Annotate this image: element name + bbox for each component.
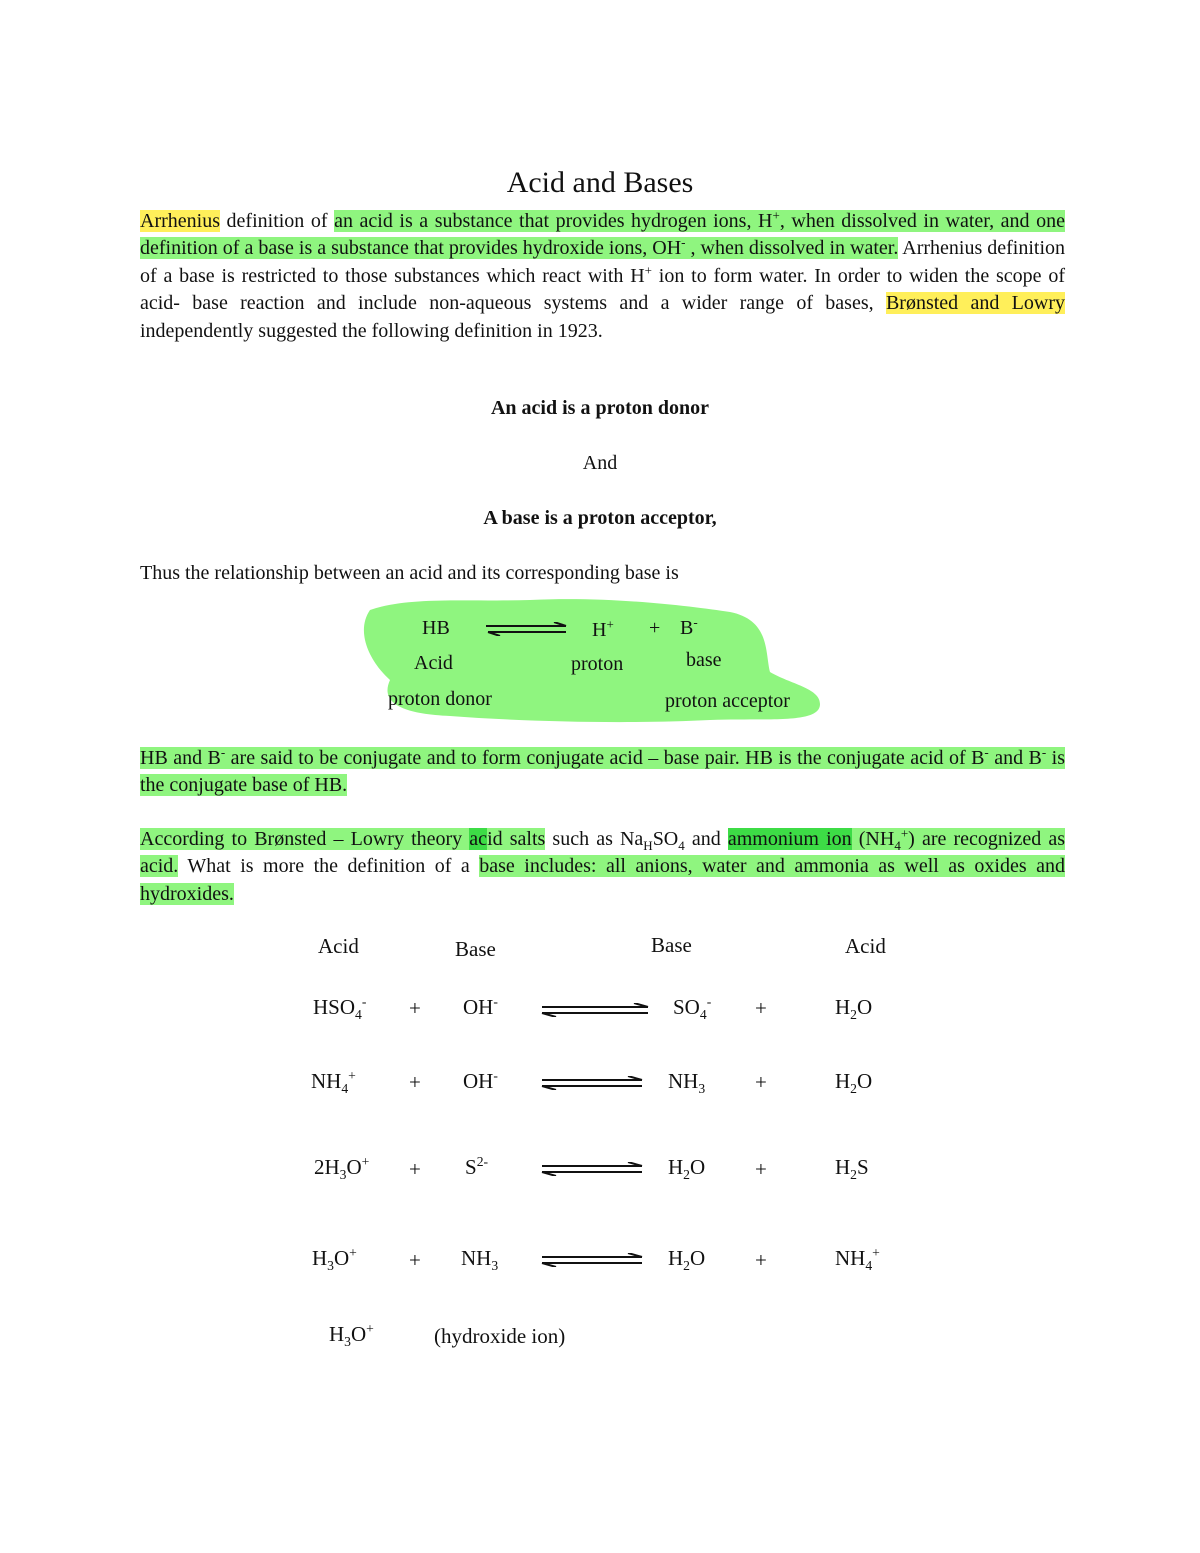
column-header-acid: Acid [845,934,886,958]
subscript: 3 [327,1258,334,1274]
text: O [334,1246,350,1270]
subscript: 2 [850,1081,857,1097]
reaction-2-conj-base [668,1069,706,1097]
equilibrium-arrow-icon [540,1076,644,1090]
subscript: 4 [341,1081,349,1097]
reaction-4-base [461,1246,499,1274]
text: H [592,619,607,641]
text: S [465,1155,477,1179]
superscript: + [606,616,614,632]
superscript: - [693,614,698,630]
definition-and: And [582,452,618,474]
text: such as Na [545,828,644,850]
text: and [684,828,728,850]
subscript: 4 [894,838,901,853]
subscript: 3 [344,1334,351,1350]
superscript: + [872,1245,880,1260]
paragraph-arrhenius [140,208,1065,345]
label-base: base [686,649,722,671]
superscript: - [706,994,712,1009]
equation-proton [592,616,614,642]
text: OH [463,995,494,1019]
relationship-intro: Thus the relationship between an acid and its corresponding base is [140,562,679,584]
text: (NH [851,828,895,850]
text: is the conjugate base of HB. [140,747,1066,797]
reaction-2-conj-acid [835,1069,873,1097]
label-proton-acceptor: proton acceptor [665,690,790,712]
text: ) are recognized as acid. [140,828,1065,878]
label-proton: proton [571,653,624,675]
text: O [346,1155,362,1179]
text: H [835,1069,851,1093]
reaction-4-acid [312,1245,357,1274]
subscript: 2 [850,1167,857,1183]
text: O [857,1069,873,1093]
text: What is more the definition of a [178,855,480,878]
text: SO [652,828,679,850]
text: NH [668,1069,699,1093]
reaction-3-conj-base [668,1155,706,1183]
subscript: 3 [491,1258,499,1274]
equilibrium-arrow-icon [540,1253,644,1267]
text: ion to form water. In order to widen the scope of acid- base reaction and include non-aqueous systems and a wider range of bases, [140,264,1065,315]
text: are said to be conjugate and to form conjugate acid – base pair. HB is the conjugate acid of B [225,747,985,769]
subscript: 2 [850,1007,857,1023]
subscript: 4 [678,838,685,853]
text: S [857,1155,869,1179]
label-proton-donor: proton donor [388,688,492,710]
reaction-4-plus: + [755,1248,767,1272]
reaction-2-base [463,1069,498,1094]
reaction-4-conj-acid [835,1245,880,1274]
text: , when dissolved in water. [685,237,899,260]
footer-note: (hydroxide ion) [434,1324,566,1348]
text: O [857,995,873,1019]
text: O [351,1322,367,1346]
highlight-arrhenius: Arrhenius [140,210,220,232]
highlight-dark: ac [469,828,488,850]
superscript: - [681,234,686,250]
text: H [312,1246,328,1270]
superscript: - [493,994,498,1009]
subscript: 2 [683,1258,690,1274]
superscript: + [644,262,652,278]
paragraph-conjugate [140,745,1065,800]
superscript: - [220,744,226,760]
subscript: 3 [339,1167,347,1183]
superscript: - [1041,744,1047,760]
text: and B [988,747,1042,769]
reaction-4-conj-base [668,1246,706,1274]
subscript: 4 [865,1258,873,1274]
reaction-2-plus: + [409,1070,421,1094]
reaction-1-base [463,995,498,1020]
reaction-1-plus: + [755,996,767,1020]
superscript: - [493,1068,498,1083]
equation-base-ion [680,614,698,640]
subscript: H [643,838,653,853]
subscript: 3 [698,1081,706,1097]
reaction-1-conj-acid [835,995,873,1023]
text: an acid is a substance that provides hydrogen ions, H [334,210,773,232]
page-title: Acid and Bases [506,166,694,199]
superscript: + [900,825,909,841]
highlight-ammonium: ammonium ion [727,828,852,850]
reaction-3-acid [314,1154,370,1183]
superscript: + [366,1321,374,1336]
text: O [690,1246,706,1270]
superscript: + [772,207,780,223]
text: H [835,995,851,1019]
column-header-base: Base [455,937,496,961]
superscript: + [349,1245,357,1260]
reaction-3-plus: + [755,1157,767,1181]
superscript: - [361,994,367,1009]
footer-hydronium [329,1321,374,1350]
text: , when dissolved in water, and one definition of a base is a substance that provides hydroxide ions, OH [140,210,1065,260]
subscript: 4 [355,1007,362,1023]
reaction-1-acid [313,994,367,1023]
highlight-conjugate [140,744,1066,797]
text: SO [673,995,700,1019]
text: HSO [313,995,356,1019]
text: OH [463,1069,494,1093]
column-header-base: Base [651,933,692,957]
subscript: 2 [683,1167,690,1183]
text: H [329,1322,345,1346]
text: 2H [314,1155,340,1179]
equilibrium-arrow-icon [486,622,568,636]
subscript: 4 [699,1007,707,1023]
highlight-base-includes: base includes: all anions, water and ammonia as well as oxides and hydroxides. [140,855,1066,905]
definition-acid: An acid is a proton donor [490,397,709,419]
reaction-2-acid [311,1068,356,1097]
highlight: id salts [487,828,546,850]
reaction-4-plus: + [409,1248,421,1272]
paragraph-bronsted-lowry [140,826,1065,908]
text: HB and B [140,747,221,769]
text: H [668,1155,684,1179]
text: NH [835,1246,866,1270]
superscript: + [361,1154,370,1169]
text: NH [461,1246,492,1270]
text: Arrhenius definition of a base is restricted to those substances which react with H [140,237,1066,287]
superscript: + [348,1068,356,1083]
reaction-1-conj-base [673,994,712,1023]
text: NH [311,1069,342,1093]
text: H [835,1155,851,1179]
text: independently suggested the following definition in 1923. [140,319,603,342]
equilibrium-arrow-icon [540,1162,644,1176]
reaction-3-conj-acid [835,1155,869,1183]
reaction-1-plus: + [409,996,421,1020]
equation-plus: + [649,617,661,639]
superscript: - [984,744,989,760]
highlight-bronsted-lowry: Brønsted and Lowry [885,292,1065,315]
definition-base: A base is a proton acceptor, [483,507,717,529]
highlight: According to Brønsted – Lowry theory [140,828,470,850]
reaction-3-plus: + [409,1157,421,1181]
reaction-3-base [465,1155,488,1180]
column-header-acid: Acid [318,934,359,958]
reaction-2-plus: + [755,1070,767,1094]
text: definition of [219,210,335,232]
superscript: 2- [476,1154,489,1169]
equilibrium-arrow-icon [540,1003,650,1017]
text: O [690,1155,706,1179]
text: H [668,1246,684,1270]
text: B [680,617,694,639]
label-acid: Acid [414,652,453,674]
equation-hb: HB [422,617,450,639]
